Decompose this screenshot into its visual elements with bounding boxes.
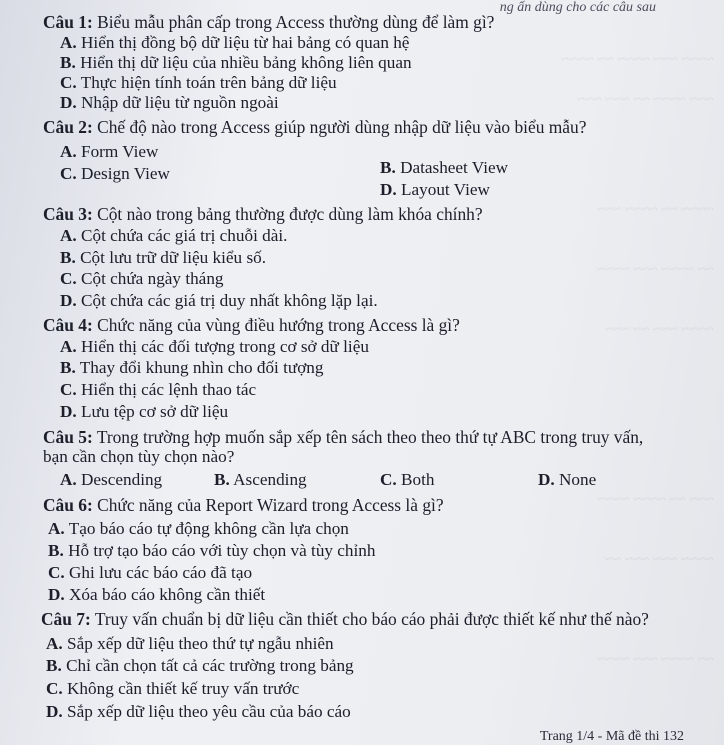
option-2d[interactable] — [380, 180, 490, 200]
option-2c[interactable] — [60, 164, 170, 184]
option-3d[interactable] — [60, 291, 378, 311]
option-key: B. — [46, 656, 62, 675]
option-1b[interactable] — [60, 53, 412, 73]
question-2 — [43, 117, 586, 137]
option-key: C. — [46, 679, 63, 698]
option-text: Nhập dữ liệu từ nguồn ngoài — [81, 93, 279, 112]
option-text: Layout View — [401, 180, 490, 199]
question-text: Truy vấn chuẩn bị dữ liệu cần thiết cho báo cáo phải được thiết kế như thế nào? — [94, 609, 649, 629]
question-7 — [41, 609, 649, 629]
page-footer: Trang 1/4 - Mã đề thi 132 — [539, 729, 684, 744]
question-5 — [43, 427, 643, 447]
option-key: C. — [380, 470, 397, 489]
option-4c[interactable] — [60, 380, 256, 400]
option-text: Hiển thị các lệnh thao tác — [81, 380, 257, 399]
option-key: C. — [60, 164, 77, 183]
option-7c[interactable] — [46, 679, 299, 699]
option-key: B. — [48, 541, 64, 560]
question-number: Câu 4: — [43, 315, 93, 335]
option-key: D. — [380, 180, 397, 199]
question-text: Cột nào trong bảng thường được dùng làm khóa chính? — [97, 204, 483, 224]
option-6c[interactable] — [48, 563, 252, 583]
option-1a[interactable] — [60, 33, 409, 53]
question-6 — [43, 495, 444, 515]
show-through-text: ~~~~ ~~~ ~~~ ~~ — [605, 552, 714, 568]
question-text: Trong trường hợp muốn sắp xếp tên sách theo theo thứ tự ABC trong truy vấn, — [96, 427, 644, 447]
option-4a[interactable] — [60, 337, 369, 357]
question-text: Biểu mẫu phân cấp trong Access thường dùng để làm gì? — [97, 12, 495, 32]
option-key: C. — [60, 380, 77, 399]
option-1d[interactable] — [60, 93, 279, 113]
option-6d[interactable] — [48, 585, 265, 605]
option-6b[interactable] — [48, 541, 376, 561]
option-text: Hiển thị dữ liệu của nhiều bảng không liên quan — [80, 53, 412, 72]
option-7a[interactable] — [46, 634, 334, 654]
option-text: Không cần thiết kế truy vấn trước — [67, 679, 300, 698]
option-3b[interactable] — [60, 248, 266, 268]
option-text: Cột chứa ngày tháng — [81, 269, 224, 288]
option-text: Datasheet View — [400, 158, 509, 177]
option-text: Xóa báo cáo không cần thiết — [69, 585, 266, 604]
show-through-text: ~~ ~~~~ ~~~ ~~~~ — [597, 262, 714, 278]
question-number: Câu 3: — [43, 204, 93, 224]
option-4d[interactable] — [60, 402, 228, 422]
option-5d[interactable] — [538, 470, 596, 490]
option-text: Sắp xếp dữ liệu theo yêu cầu của báo cáo — [67, 702, 351, 721]
option-text: Descending — [81, 470, 163, 489]
option-key: D. — [60, 402, 77, 421]
option-2a[interactable] — [60, 142, 158, 162]
question-number: Câu 1: — [43, 12, 93, 32]
show-through-text: ~~~~ ~~~ ~~~~ ~~ ~~~~ — [561, 52, 714, 68]
option-text: Form View — [81, 142, 159, 161]
option-key: B. — [60, 248, 76, 267]
option-5c[interactable] — [380, 470, 434, 490]
option-text: Chỉ cần chọn tất cả các trường trong bảng — [66, 656, 354, 675]
option-key: A. — [48, 519, 65, 538]
question-number: Câu 5: — [43, 427, 93, 447]
option-text: Cột chứa các giá trị chuỗi dài. — [81, 226, 288, 245]
question-number: Câu 6: — [43, 495, 93, 515]
option-6a[interactable] — [48, 519, 349, 539]
show-through-text: ~~~~ ~~ ~~~~ ~~~ — [597, 202, 714, 218]
header-fragment: ng ấn dùng cho các câu sau — [499, 0, 656, 15]
option-text: Hiển thị các đối tượng trong cơ sở dữ liệu — [81, 337, 369, 356]
option-key: A. — [60, 337, 77, 356]
question-text: Chức năng của Report Wizard trong Access là gì? — [97, 495, 444, 515]
option-text: Design View — [81, 164, 170, 183]
option-key: D. — [60, 93, 77, 112]
option-text: Hiển thị đồng bộ dữ liệu từ hai bảng có quan hệ — [81, 33, 410, 52]
option-7d[interactable] — [46, 702, 351, 722]
option-text: Thực hiện tính toán trên bảng dữ liệu — [80, 73, 337, 92]
option-key: A. — [46, 634, 63, 653]
option-2b[interactable] — [380, 158, 508, 178]
option-1c[interactable] — [60, 73, 337, 93]
option-key: A. — [60, 226, 77, 245]
question-number: Câu 7: — [41, 609, 91, 629]
option-key: B. — [214, 470, 230, 489]
option-5a[interactable] — [60, 470, 162, 490]
show-through-text: ~~ ~~~~ ~~~ ~~~~ — [597, 652, 714, 668]
option-text: None — [559, 470, 597, 489]
option-key: A. — [60, 33, 77, 52]
option-text: Ascending — [233, 470, 307, 489]
option-text: Both — [401, 470, 435, 489]
question-1 — [43, 12, 494, 32]
option-text: Tạo báo cáo tự động không cần lựa chọn — [68, 519, 349, 538]
option-text: Hỗ trợ tạo báo cáo với tùy chọn và tùy chỉnh — [68, 541, 376, 560]
option-key: C. — [60, 269, 77, 288]
show-through-text: ~~~~ ~~~ ~~ ~~~ — [605, 322, 714, 338]
option-key: B. — [60, 358, 76, 377]
option-key: D. — [538, 470, 555, 489]
option-4b[interactable] — [60, 358, 324, 378]
option-text: Sắp xếp dữ liệu theo thứ tự ngẫu nhiên — [67, 634, 334, 653]
option-key: A. — [60, 470, 77, 489]
option-text: Cột chứa các giá trị duy nhất không lặp lại. — [81, 291, 378, 310]
question-4 — [43, 315, 460, 335]
option-key: D. — [60, 291, 77, 310]
option-5b[interactable] — [214, 470, 307, 490]
question-5-continuation: bạn cần chọn tùy chọn nào? — [43, 447, 235, 466]
option-key: D. — [48, 585, 65, 604]
option-key: D. — [46, 702, 63, 721]
option-text: Cột lưu trữ dữ liệu kiểu số. — [80, 248, 267, 267]
option-text: Ghi lưu các báo cáo đã tạo — [69, 563, 253, 582]
question-text: Chức năng của vùng điều hướng trong Access là gì? — [97, 315, 460, 335]
option-3a[interactable] — [60, 226, 287, 246]
option-text: Lưu tệp cơ sở dữ liệu — [81, 402, 229, 421]
option-text: Thay đổi khung nhìn cho đối tượng — [79, 358, 324, 377]
question-text: Chế độ nào trong Access giúp người dùng nhập dữ liệu vào biểu mẫu? — [97, 117, 587, 137]
question-3 — [43, 204, 483, 224]
option-key: A. — [60, 142, 77, 161]
option-key: C. — [60, 73, 77, 92]
question-number: Câu 2: — [43, 117, 93, 137]
option-key: C. — [48, 563, 65, 582]
option-3c[interactable] — [60, 269, 224, 289]
option-key: B. — [380, 158, 396, 177]
option-7b[interactable] — [46, 656, 354, 676]
show-through-text: ~~~ ~~ ~~~~ ~~~~ — [597, 492, 714, 508]
option-key: B. — [60, 53, 76, 72]
show-through-text: ~~~ ~~~~ ~~ ~~~ ~~~ — [577, 92, 714, 108]
